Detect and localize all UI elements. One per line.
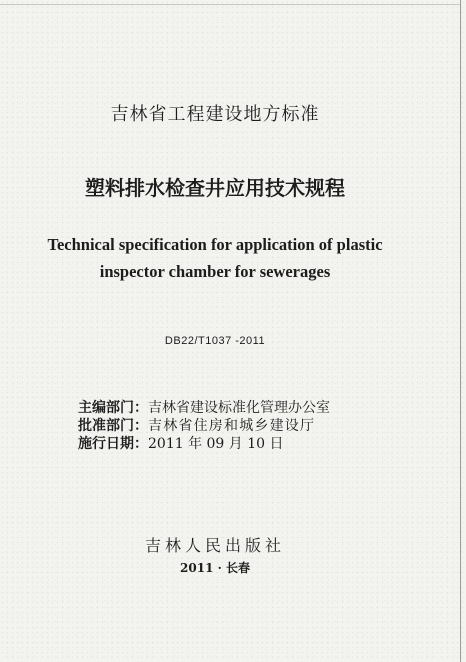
info-value: 2011 年 09 月 10 日 [148,436,284,452]
standard-type-heading: 吉林省工程建设地方标准 [110,104,320,125]
info-value: 吉林省建设标准化管理办公室 [148,400,330,416]
document-title-en-line2: inspector chamber for sewerages [99,262,331,281]
info-row-effective-date [78,435,330,453]
standard-code: DB22/T1037 -2011 [164,335,266,347]
info-row-approver [78,417,330,435]
publisher-name: 吉林人民出版社 [144,536,285,555]
document-title-zh: 塑料排水检查井应用技术规程 [85,176,345,200]
info-label: 施行日期： [78,436,148,452]
scan-edge-top [0,4,461,5]
scan-edge-right [460,0,461,662]
info-row-editor [78,399,330,417]
issuing-info [78,399,330,453]
info-label: 主编部门： [78,400,148,416]
document-title-en-line1: Technical specification for application of plastic [47,235,383,254]
info-value: 吉林省住房和城乡建设厅 [148,418,316,434]
info-label: 批准部门： [78,418,148,434]
publication-year-place: 2011 · 长春 [180,561,250,575]
